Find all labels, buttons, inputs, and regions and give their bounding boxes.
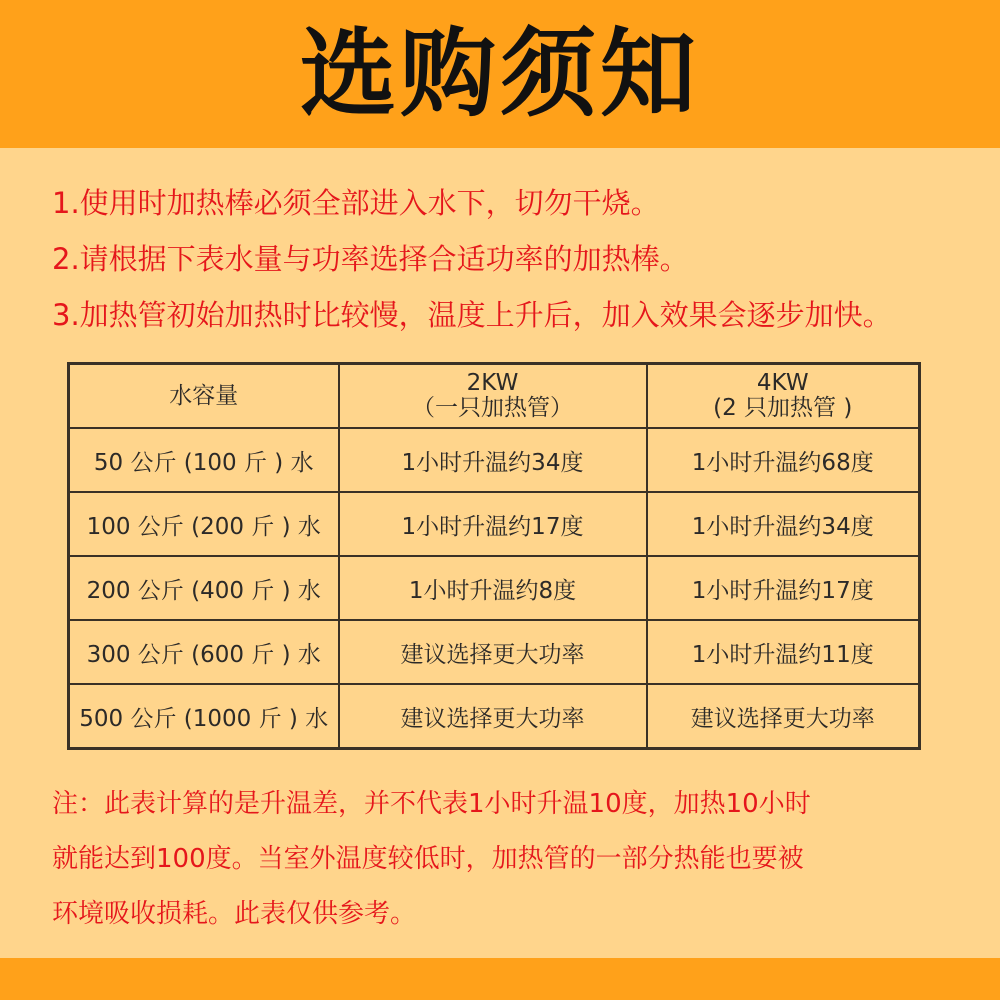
page-title: 选购须知 bbox=[300, 18, 700, 130]
header-cell-line: 4KW bbox=[756, 370, 809, 396]
table-cell: 建议选择更大功率 bbox=[339, 620, 647, 684]
table-cell: 100 公斤 (200 斤 ) 水 bbox=[69, 492, 339, 556]
note-item: 1.使用时加热棒必须全部进入水下，切勿干烧。 bbox=[52, 186, 660, 220]
table-row bbox=[69, 428, 920, 492]
header-cell-line: 2KW bbox=[466, 370, 519, 396]
header-cell-4kw bbox=[647, 364, 920, 429]
table-row bbox=[69, 492, 920, 556]
table-cell: 300 公斤 (600 斤 ) 水 bbox=[69, 620, 339, 684]
header-cell-subline: (2 只加热管 ) bbox=[713, 395, 853, 421]
header-cell-capacity bbox=[69, 364, 339, 429]
power-table bbox=[67, 362, 921, 750]
header-banner bbox=[0, 0, 1000, 148]
table-cell: 50 公斤 (100 斤 ) 水 bbox=[69, 428, 339, 492]
table-cell: 1小时升温约17度 bbox=[647, 556, 920, 620]
header-cell-subline: （一只加热管） bbox=[412, 395, 573, 421]
note-item: 3.加热管初始加热时比较慢，温度上升后，加入效果会逐步加快。 bbox=[52, 298, 892, 332]
header-cell-2kw bbox=[339, 364, 647, 429]
note-item: 2.请根据下表水量与功率选择合适功率的加热棒。 bbox=[52, 242, 689, 276]
header-cell-line: 水容量 bbox=[169, 382, 239, 409]
table-cell: 1小时升温约8度 bbox=[339, 556, 647, 620]
table-cell: 200 公斤 (400 斤 ) 水 bbox=[69, 556, 339, 620]
table-cell: 1小时升温约34度 bbox=[339, 428, 647, 492]
bottom-bar bbox=[0, 958, 1000, 1000]
table-cell: 1小时升温约17度 bbox=[339, 492, 647, 556]
table-cell: 1小时升温约34度 bbox=[647, 492, 920, 556]
table-cell: 建议选择更大功率 bbox=[339, 684, 647, 749]
footnote bbox=[52, 777, 952, 942]
table-cell: 1小时升温约68度 bbox=[647, 428, 920, 492]
table-cell: 1小时升温约11度 bbox=[647, 620, 920, 684]
footnote-line: 就能达到100度。当室外温度较低时，加热管的一部分热能也要被 bbox=[52, 844, 804, 874]
table-cell: 建议选择更大功率 bbox=[647, 684, 920, 749]
table-row bbox=[69, 620, 920, 684]
footnote-line: 环境吸收损耗。此表仅供参考。 bbox=[52, 899, 417, 929]
footnote-line: 注：此表计算的是升温差，并不代表1小时升温10度，加热10小时 bbox=[52, 789, 811, 819]
table-row bbox=[69, 556, 920, 620]
table-header-row bbox=[69, 364, 920, 429]
table-row bbox=[69, 684, 920, 749]
notes-list bbox=[52, 175, 972, 343]
table-cell: 500 公斤 (1000 斤 ) 水 bbox=[69, 684, 339, 749]
